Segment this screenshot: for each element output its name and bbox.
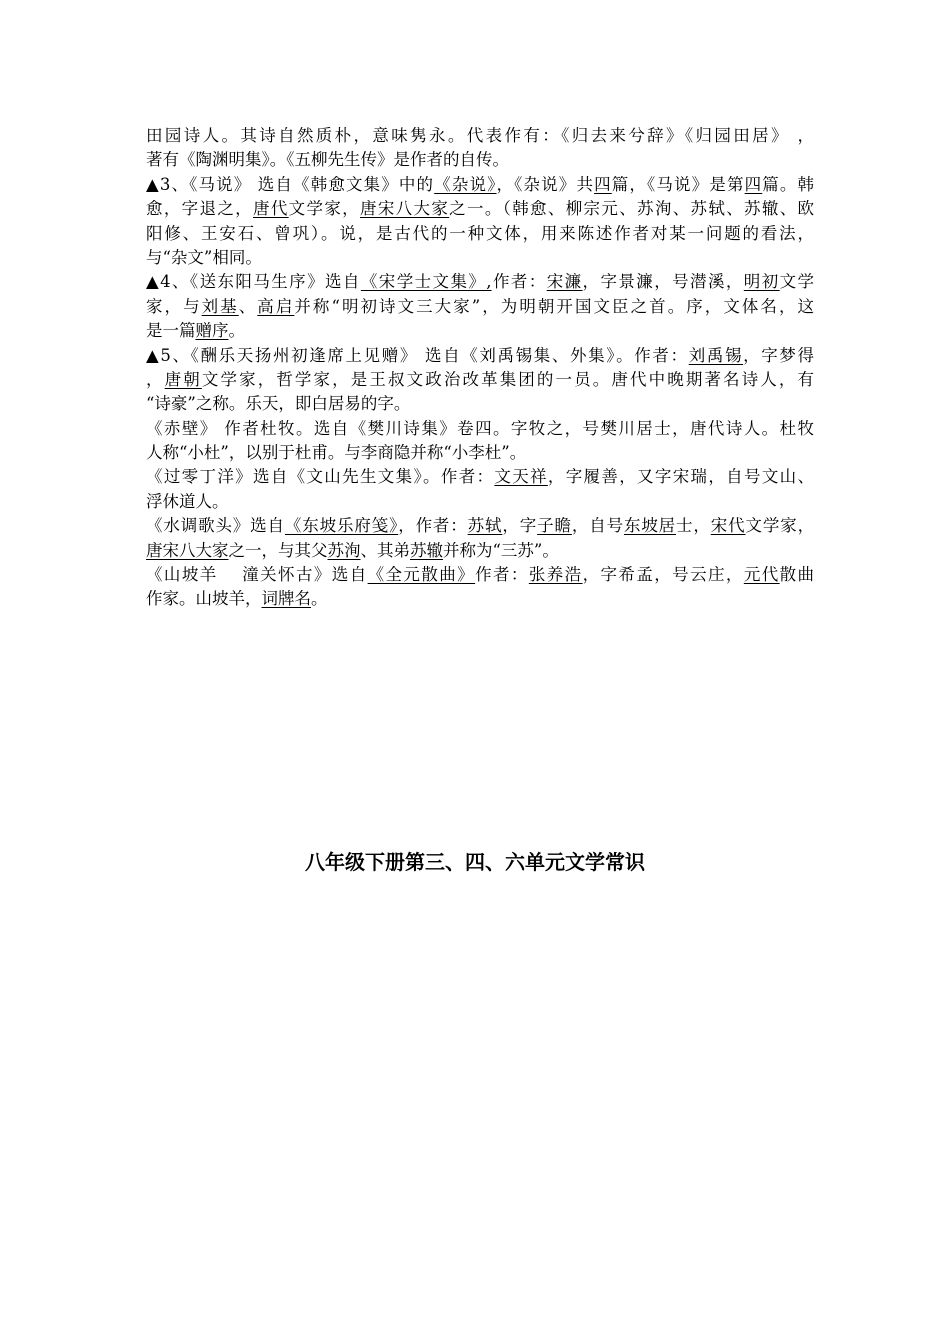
text-segment: ，字希孟，号云庄， [582, 565, 744, 585]
body-text [146, 124, 814, 612]
underlined-term: 刘禹锡 [688, 345, 744, 365]
text-segment: ，字梦得 [743, 345, 815, 365]
text-line [146, 539, 814, 563]
text-segment: 散曲 [779, 565, 815, 585]
underlined-term: 东坡居 [623, 516, 677, 536]
text-line [146, 441, 814, 465]
text-segment: 与“杂文”相同。 [146, 247, 262, 267]
text-segment: 《赤壁》 作者杜牧。选自《樊川诗集》卷四。字牧之，号樊川居士，唐代诗人。杜牧 [146, 418, 814, 438]
underlined-term: 苏轼 [467, 516, 503, 536]
text-segment: ，字景濂，号潜溪， [582, 272, 744, 292]
text-segment: 文学 [779, 272, 815, 292]
text-line [146, 148, 814, 172]
section-heading: 八年级下册第三、四、六单元文学常识 [305, 850, 645, 874]
text-segment: 并称为“三苏”。 [443, 540, 559, 560]
underlined-term: 文天祥 [494, 467, 548, 487]
underlined-term: 唐宋八大家 [360, 199, 450, 219]
text-line [146, 563, 814, 587]
underlined-term: 高启 [257, 296, 295, 316]
text-segment: 、其弟 [360, 540, 410, 560]
underlined-term: 赠序 [195, 321, 229, 341]
text-segment: 、 [238, 296, 258, 316]
text-line [146, 465, 814, 489]
paragraph-p1 [146, 124, 814, 173]
text-segment: 文学家， [288, 199, 360, 219]
text-segment: 之一。（韩愈、柳宗元、苏洵、苏轼、苏辙、欧 [449, 199, 815, 219]
underlined-term: 《全元散曲》 [367, 565, 476, 585]
text-line [146, 222, 814, 246]
paragraph-p8 [146, 563, 814, 612]
text-segment: ，作者： [398, 516, 468, 536]
text-segment: ▲5、《酬乐天扬州初逢席上见赠》 选自《刘禹锡集、外集》。作者： [146, 345, 689, 365]
underlined-term: 宋濂 [546, 272, 583, 292]
underlined-term: 《东坡乐府笺》 [284, 516, 399, 536]
underlined-term: 词牌名 [261, 589, 311, 609]
text-segment: ，自号 [571, 516, 624, 536]
text-segment: 《过零丁洋》选自《文山先生文集》。作者： [146, 467, 495, 487]
text-line [146, 246, 814, 270]
text-line [146, 392, 814, 416]
text-segment: 。 [228, 321, 245, 341]
text-line [146, 490, 814, 514]
text-segment: 士， [676, 516, 711, 536]
text-segment: 阳修、王安石、曾巩）。说，是古代的一种文体，用来陈述作者对某一问题的看法， [146, 223, 814, 243]
text-line [146, 344, 814, 368]
text-line [146, 417, 814, 441]
underlined-term: 苏洵 [327, 540, 361, 560]
text-segment: ▲4、《送东阳马生序》选自 [146, 272, 361, 292]
text-segment: 文学家，哲学家，是王叔文政治改革集团的一员。唐代中晚期著名诗人，有 [201, 369, 815, 389]
text-segment: 篇。韩 [762, 174, 815, 194]
text-line [146, 514, 814, 538]
underlined-term: 宋代 [710, 516, 746, 536]
underlined-term: 《宋学士文集》, [360, 272, 492, 292]
text-line [146, 587, 814, 611]
text-segment: ，《杂说》共 [496, 174, 595, 194]
text-line [146, 270, 814, 294]
paragraph-p4 [146, 344, 814, 417]
text-segment: “诗豪”之称。乐天，即白居易的字。 [146, 394, 411, 414]
underlined-term: 《杂说》 [434, 174, 497, 194]
paragraph-p6 [146, 465, 814, 514]
text-line [146, 124, 814, 148]
text-line [146, 295, 814, 319]
underlined-term: 四 [594, 174, 612, 194]
text-segment: 文学家， [745, 516, 815, 536]
underlined-term: 张养浩 [528, 565, 583, 585]
underlined-term: 唐宋八大家 [146, 540, 229, 560]
text-segment: 家，与 [146, 296, 202, 316]
paragraph-p3 [146, 270, 814, 343]
text-segment: 篇，《马说》是第 [611, 174, 745, 194]
text-segment: 浮休道人。 [146, 491, 229, 511]
text-segment: ， [146, 369, 165, 389]
text-segment: 著有《陶渊明集》。《五柳先生传》是作者的自传。 [146, 150, 509, 170]
text-segment: 之一，与其父 [228, 540, 328, 560]
text-segment: 《水调歌头》选自 [146, 516, 285, 536]
underlined-term: 唐朝 [164, 369, 202, 389]
text-segment: ，字 [502, 516, 538, 536]
paragraph-p5 [146, 417, 814, 466]
underlined-term: 刘基 [201, 296, 239, 316]
underlined-term: 元代 [743, 565, 780, 585]
text-segment: 并称“明初诗文三大家”，为明朝开国文臣之首。序，文体名，这 [294, 296, 815, 316]
text-segment: 作者： [491, 272, 547, 292]
underlined-term: 四 [744, 174, 763, 194]
text-line [146, 173, 814, 197]
text-segment: 作家。山坡羊， [146, 589, 262, 609]
text-segment: 。 [311, 589, 328, 609]
text-segment: 作者： [475, 565, 529, 585]
text-line [146, 319, 814, 343]
paragraph-p2 [146, 173, 814, 271]
text-segment: ，字履善，又字宋瑞，自号文山、 [547, 467, 815, 487]
text-segment: 是一篇 [146, 321, 196, 341]
text-segment: ▲3、《马说》 选自《韩愈文集》中的 [146, 174, 435, 194]
paragraph-p7 [146, 514, 814, 563]
text-segment: 田园诗人。其诗自然质朴，意味隽永。代表作有：《归去来兮辞》《归园田居》 [146, 126, 790, 145]
text-line [146, 368, 814, 392]
text-segment: 愈，字退之， [146, 199, 253, 219]
underlined-term: 明初 [743, 272, 780, 292]
underlined-term: 子瞻 [537, 516, 572, 536]
text-segment: 《山坡羊 潼关怀古》选自 [146, 565, 368, 585]
underlined-term: 苏辙 [410, 540, 443, 560]
text-segment: 人称“小杜”，以别于杜甫。与李商隐并称“小李杜”。 [146, 443, 527, 463]
text-line [146, 197, 814, 221]
underlined-term: 唐代 [253, 199, 289, 219]
text-segment: ， [789, 126, 815, 145]
